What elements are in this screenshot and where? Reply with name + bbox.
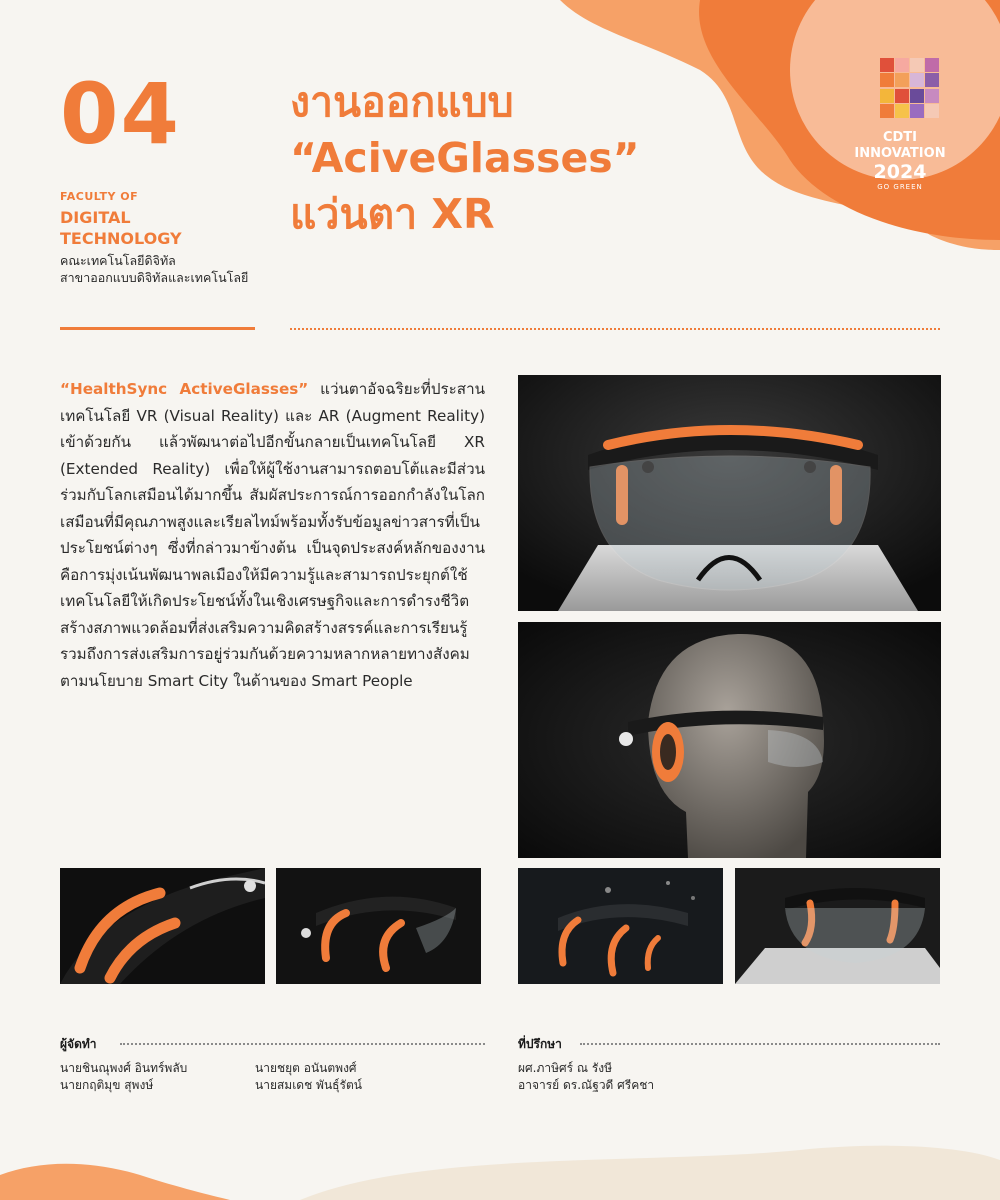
advisors-label: ที่ปรึกษา bbox=[518, 1037, 562, 1051]
logo-text-go-green: GO GREEN bbox=[877, 183, 923, 191]
description-text: แว่นตาอัจฉริยะที่ประสานเทคโนโลยี VR (Visual Reality) และ AR (Augment Reality) เข้าด้วยกัน แล้วพัฒนาต่อไปอีกขั้นกลายเป็นเทคโนโลยี XR (Extended Reality) เพื่อให้ผู้ใช้งานสามารถตอบโต้และมีส่วนร่วมกับโลกเสมือนได้มากขึ้น สัมผัสประการณ์การออกกำลังในโลกเสมือนที่มีคุณภาพสูงและเรียลไทม์พร้อมทั้งรับข้อมูลข่าวสารที่เป็นประโยชน์ต่างๆ ซึ่งที่กล่าวมาข้างต้น เป็นจุดประสงค์หลักของงาน คือการมุ่งเน้นพัฒนาพลเมืองให้มีความรู้และสามารถประยุกต์ใช้เทคโนโลยีให้เกิดประโยชน์ทั้งในเชิงเศรษฐกิจและการดำรงชีวิต สร้างสภาพแวดล้อมที่ส่งเสริมความคิดสร้างสรรค์และการเรียนรู้ รวมถึงการส่งเสริมการอยู่ร่วมกันด้วยความหลากหลายทางสังคมตามนโยบาย Smart City ในด้านของ Smart People bbox=[60, 380, 485, 690]
advisor-name-1: ผศ.ภาษิศร์ ณ รังษี bbox=[518, 1061, 613, 1075]
maker-name-1: นายชินณุพงศ์ อินทร์พลับ bbox=[60, 1061, 188, 1075]
glasses-exploded-render bbox=[518, 868, 723, 984]
glasses-pedestal-render bbox=[735, 868, 940, 984]
title-line3: แว่นตา XR bbox=[290, 190, 495, 238]
maker-name-2: นายกฤติมุข สุพงษ์ bbox=[60, 1078, 154, 1092]
title-line1: งานออกแบบ bbox=[290, 78, 514, 126]
faculty-label-line1: DIGITAL bbox=[60, 208, 131, 227]
makers-dotted-line bbox=[120, 1043, 485, 1045]
section-number: 04 bbox=[60, 65, 181, 163]
glasses-closeup-render bbox=[60, 868, 265, 984]
product-name-highlight: “HealthSync ActiveGlasses” bbox=[60, 380, 309, 398]
section-divider-dotted bbox=[290, 328, 940, 330]
faculty-label bbox=[60, 207, 182, 249]
cdti-logo-icon bbox=[880, 58, 940, 118]
glasses-front-render bbox=[518, 375, 941, 611]
photo-glasses-mannequin bbox=[518, 622, 941, 858]
faculty-label-line2: TECHNOLOGY bbox=[60, 229, 182, 248]
faculty-name-th: คณะเทคโนโลยีดิจิทัล bbox=[60, 253, 176, 268]
mannequin-render bbox=[518, 622, 941, 858]
faculty-thai bbox=[60, 252, 248, 286]
section-divider-solid bbox=[60, 327, 255, 330]
logo-text-innovation: INNOVATION bbox=[854, 146, 946, 161]
description-paragraph bbox=[60, 376, 485, 694]
maker-name-3: นายชยุต อนันตพงศ์ bbox=[255, 1061, 357, 1075]
advisor-name-2: อาจารย์ ดร.ณัฐวดี ศรีคชา bbox=[518, 1078, 655, 1092]
faculty-label-small: FACULTY OF bbox=[60, 190, 139, 203]
photo-glasses-front bbox=[518, 375, 941, 611]
photo-glasses-pedestal-view bbox=[735, 868, 940, 984]
makers-label: ผู้จัดทำ bbox=[60, 1037, 97, 1051]
advisors-dotted-line bbox=[580, 1043, 940, 1045]
photo-glasses-side-view bbox=[276, 868, 481, 984]
photo-glasses-exploded-view bbox=[518, 868, 723, 984]
glasses-side-render bbox=[276, 868, 481, 984]
title-line2: “AciveGlasses” bbox=[290, 134, 640, 182]
department-name-th: สาขาออกแบบดิจิทัลและเทคโนโลยี bbox=[60, 270, 249, 285]
page-title bbox=[290, 74, 640, 242]
logo-text-year: 2024 bbox=[873, 161, 927, 183]
photo-glasses-closeup-left bbox=[60, 868, 265, 984]
logo-text-cdti: CDTI bbox=[882, 130, 918, 145]
maker-name-4: นายสมเดช พันธุ์รัตน์ bbox=[255, 1078, 362, 1092]
